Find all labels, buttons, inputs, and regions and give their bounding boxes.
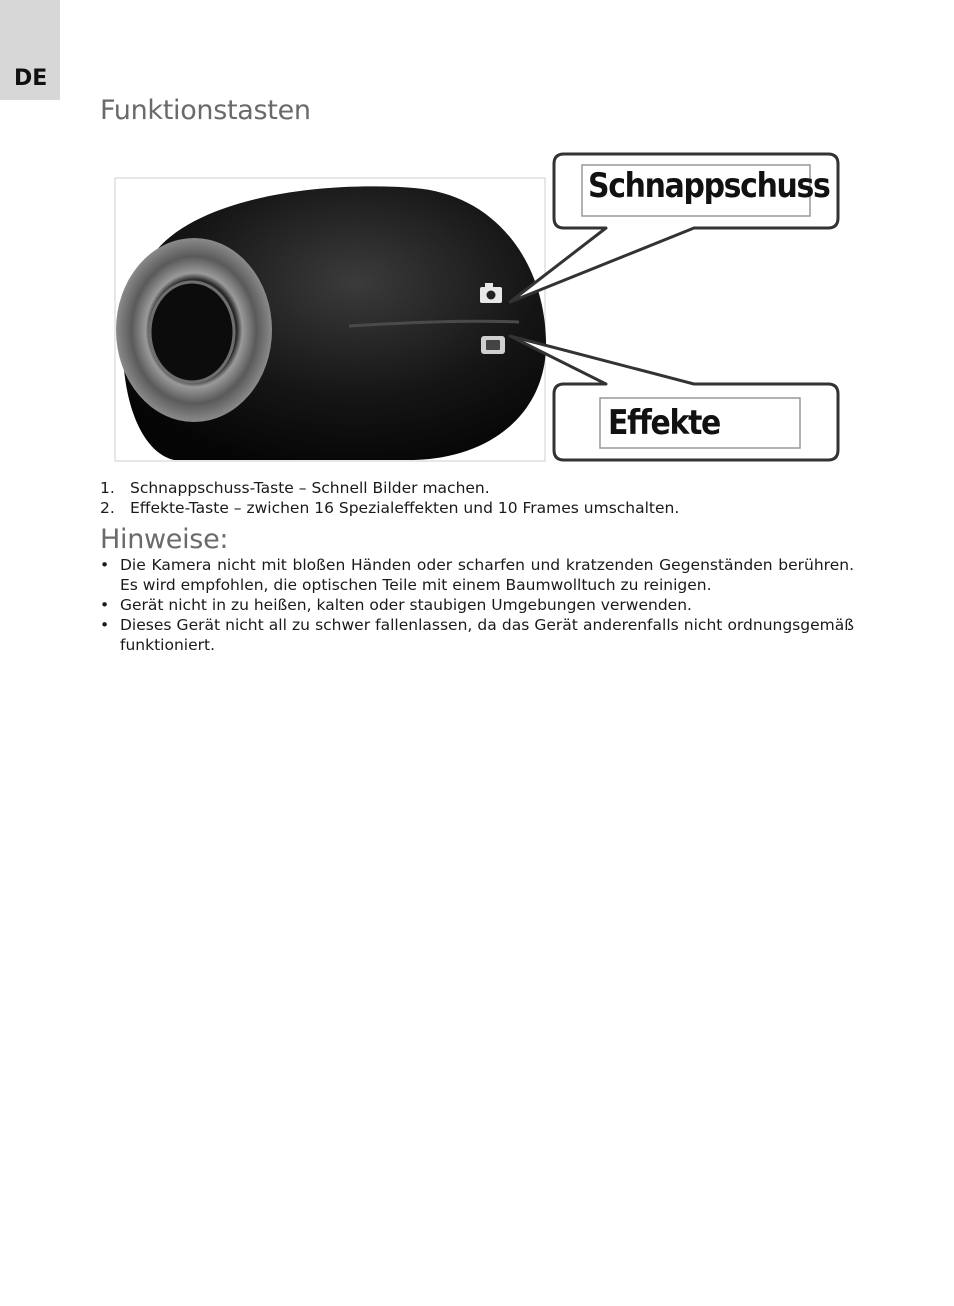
list-number: 1. [100, 479, 115, 497]
note-text: Dieses Gerät nicht all zu schwer fallenlassen, da das Gerät anderenfalls nicht ordnungsgemäß funktioniert. [120, 616, 854, 654]
effects-icon [481, 336, 505, 354]
list-text: Effekte-Taste – zwichen 16 Spezialeffekten und 10 Frames umschalten. [130, 499, 680, 517]
callout-snapshot-label: Schnappschuss [588, 166, 830, 206]
function-list [100, 478, 854, 518]
note-text: Die Kamera nicht mit bloßen Händen oder scharfen und kratzenden Gegenständen berühren. Es wird empfohlen, die optischen Teile mit einem Baumwolltuch zu reinigen. [120, 556, 854, 594]
language-label: DE [14, 66, 48, 91]
callout-effects-label: Effekte [608, 403, 721, 443]
notes-heading: Hinweise: [100, 524, 229, 555]
list-text: Schnappschuss-Taste – Schnell Bilder machen. [130, 479, 490, 497]
note-item [100, 615, 854, 655]
bullet: • [100, 596, 110, 614]
bullet: • [100, 556, 110, 574]
page-title: Funktionstasten [100, 95, 311, 126]
note-text: Gerät nicht in zu heißen, kalten oder staubigen Umgebungen verwenden. [120, 596, 692, 614]
note-item [100, 595, 854, 615]
bullet: • [100, 616, 110, 634]
list-item [100, 498, 854, 518]
notes-list [100, 555, 854, 655]
language-tab [0, 0, 60, 100]
list-number: 2. [100, 499, 115, 517]
note-item [100, 555, 854, 595]
list-item [100, 478, 854, 498]
camera-figure [114, 150, 844, 466]
